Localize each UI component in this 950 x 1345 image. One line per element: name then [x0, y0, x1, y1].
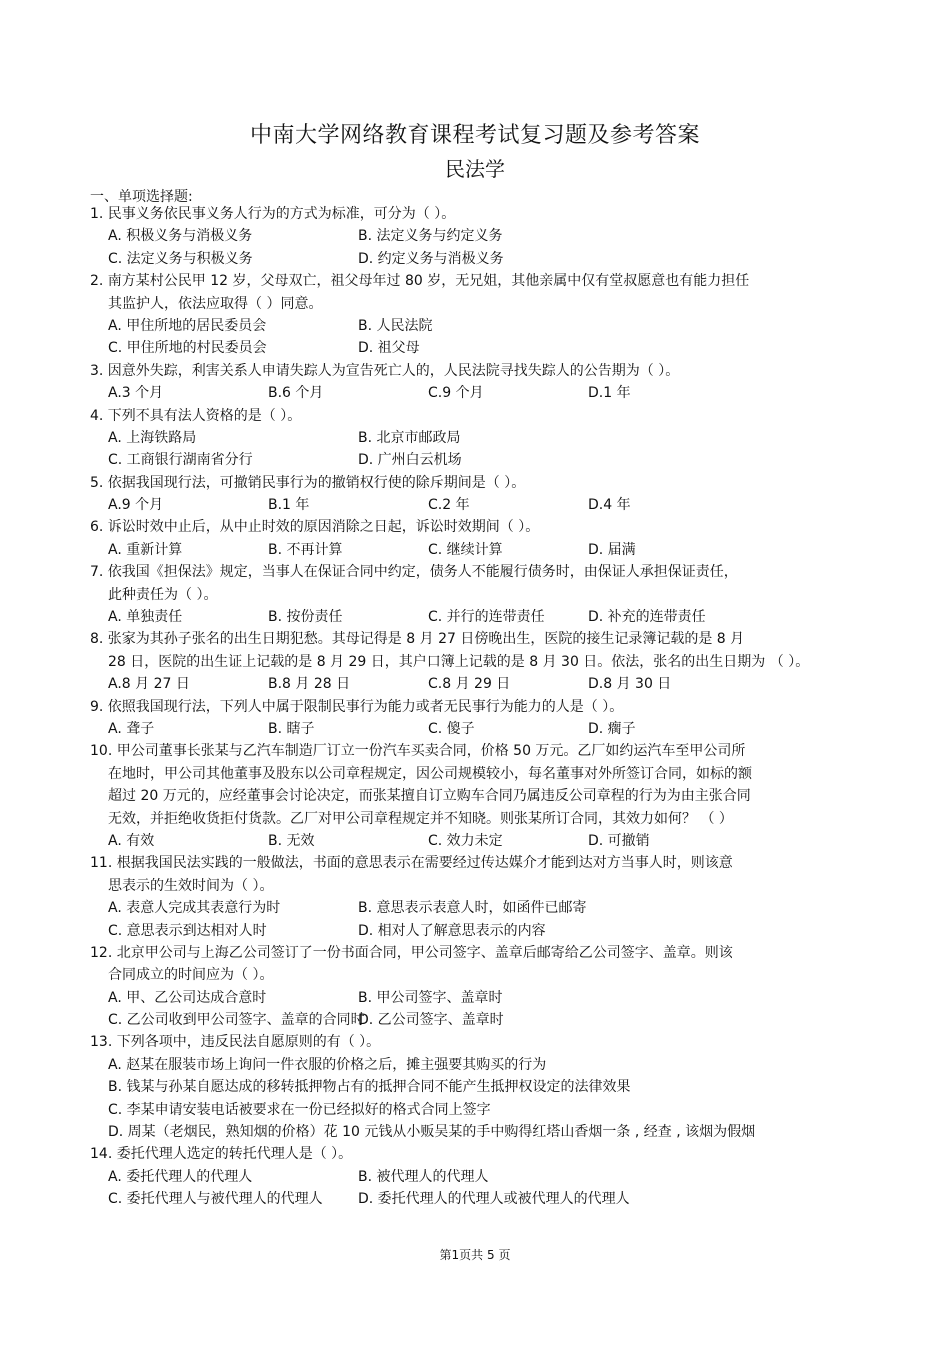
option-row: [90, 449, 870, 471]
question-stem-line: 其监护人，依法应取得（ ）同意。: [108, 295, 323, 312]
question-stem-line: 合同成立的时间应为（ ）。: [108, 967, 274, 984]
question-item: [90, 561, 870, 628]
question-item: [90, 472, 870, 517]
answer-option: C.8 月 29 日: [428, 676, 511, 693]
answer-option: A. 甲住所地的居民委员会: [108, 317, 267, 334]
section-heading: 一、单项选择题:: [90, 189, 193, 205]
option-row: [90, 315, 870, 337]
answer-option: B. 不再计算: [268, 541, 343, 558]
question-item: [90, 1031, 870, 1143]
question-stem-line: 7. 依我国《担保法》规定，当事人在保证合同中约定，债务人不能履行债务时，由保证人承担保证责任，: [90, 564, 738, 581]
question-item: [90, 270, 870, 360]
answer-option: D. 瘸子: [588, 720, 636, 737]
answer-option: B.1 年: [268, 497, 310, 514]
answer-option: C. 效力未定: [428, 832, 503, 849]
answer-option: A.3 个月: [108, 385, 164, 402]
question-stem-line: 超过 20 万元的，应经董事会讨论决定，而张某擅自订立购车合同乃属违反公司章程的行为为由主张合同: [108, 788, 751, 805]
question-stem-line: 9. 依照我国现行法，下列人中属于限制民事行为能力或者无民事行为能力的人是（ ）。: [90, 698, 624, 715]
answer-option: C. 傻子: [428, 720, 475, 737]
answer-option: B.8 月 28 日: [268, 676, 351, 693]
answer-option: C. 并行的连带责任: [428, 609, 545, 626]
answer-option: D. 广州白云机场: [358, 452, 462, 469]
answer-option: B. 法定义务与约定义务: [358, 228, 503, 245]
option-row: [90, 539, 870, 561]
question-stem-line: 思表示的生效时间为（ ）。: [108, 877, 274, 894]
answer-option: B. 钱某与孙某自愿达成的移转抵押物占有的抵押合同不能产生抵押权设定的法律效果: [108, 1079, 631, 1096]
answer-option: A.9 个月: [108, 497, 164, 514]
question-item: [90, 696, 870, 741]
answer-option: B. 北京市邮政局: [358, 429, 461, 446]
question-stem-line: 8. 张家为其孙子张名的出生日期犯愁。其母记得是 8 月 27 日傍晚出生，医院的接生记录簿记载的是 8 月: [90, 631, 745, 648]
answer-option: C. 委托代理人与被代理人的代理人: [108, 1191, 323, 1208]
answer-option: D. 约定义务与消极义务: [358, 250, 504, 267]
question-stem-line: 在地时，甲公司其他董事及股东以公司章程规定，因公司规模较小，每名董事对外所签订合同，如标的额: [108, 765, 752, 782]
answer-option: A.8 月 27 日: [108, 676, 190, 693]
answer-option: A. 重新计算: [108, 541, 183, 558]
answer-option: A. 单独责任: [108, 609, 183, 626]
answer-option: B. 甲公司签字、盖章时: [358, 989, 503, 1006]
page-footer: 第1页共 5 页: [439, 1248, 511, 1262]
question-stem-line: 11. 根据我国民法实践的一般做法，书面的意思表示在需要经过传达媒介才能到达对方当事人时，则该意: [90, 855, 733, 872]
option-row: [90, 987, 870, 1009]
answer-option: D.1 年: [588, 385, 631, 402]
option-row: [90, 382, 870, 404]
question-item: [90, 360, 870, 405]
question-stem-line: 6. 诉讼时效中止后，从中止时效的原因消除之日起，诉讼时效期间（ ）。: [90, 519, 540, 536]
answer-option: A. 有效: [108, 832, 155, 849]
question-stem-line: 此种责任为（ ）。: [108, 586, 218, 603]
questions-list: [90, 203, 870, 1211]
question-stem-line: 14. 委托代理人选定的转托代理人是（ ）。: [90, 1146, 353, 1163]
option-row: [90, 830, 870, 852]
question-stem-line: 2. 南方某村公民甲 12 岁，父母双亡，祖父母年过 80 岁，无兄姐，其他亲属中仅有堂叔愿意也有能力担任: [90, 273, 750, 290]
answer-option: C. 乙公司收到甲公司签字、盖章的合同时: [108, 1012, 365, 1029]
question-stem-line: 13. 下列各项中，违反民法自愿原则的有（ ）。: [90, 1034, 381, 1051]
answer-option: A. 积极义务与消极义务: [108, 228, 253, 245]
answer-option: A. 上海铁路局: [108, 429, 197, 446]
answer-option: C. 意思表示到达相对人时: [108, 922, 267, 939]
option-row: [90, 1166, 870, 1188]
answer-option: D. 补充的连带责任: [588, 609, 706, 626]
option-row: [90, 718, 870, 740]
answer-option: C.2 年: [428, 497, 470, 514]
answer-option: A. 赵某在服装市场上询问一件衣服的价格之后，摊主强要其购买的行为: [108, 1056, 547, 1073]
question-stem-line: 无效，并拒绝收货拒付货款。乙厂对甲公司章程规定并不知晓。则张某所订合同，其效力如何？ （ ）: [108, 810, 733, 827]
answer-option: B. 瞎子: [268, 720, 315, 737]
question-stem-line: 10. 甲公司董事长张某与乙汽车制造厂订立一份汽车买卖合同，价格 50 万元。乙厂如约运汽车至甲公司所: [90, 743, 746, 760]
answer-option: D. 祖父母: [358, 340, 420, 357]
question-item: [90, 628, 870, 695]
question-item: [90, 203, 870, 270]
answer-option: D. 相对人了解意思表示的内容: [358, 922, 546, 939]
document-title: 中南大学网络教育课程考试复习题及参考答案: [249, 123, 700, 148]
option-row: [90, 1009, 870, 1031]
option-row: [90, 606, 870, 628]
question-item: [90, 740, 870, 852]
answer-option: C. 工商银行湖南省分行: [108, 452, 253, 469]
answer-option: C. 李某申请安装电话被要求在一份已经拟好的格式合同上签字: [108, 1101, 491, 1118]
answer-option: C.9 个月: [428, 385, 484, 402]
question-stem-line: 1. 民事义务依民事义务人行为的方式为标准，可分为（ ）。: [90, 206, 456, 222]
question-item: [90, 942, 870, 1032]
option-row: [90, 225, 870, 247]
option-row: [90, 427, 870, 449]
answer-option: C. 继续计算: [428, 541, 503, 558]
option-row: [90, 494, 870, 516]
question-stem-line: 12. 北京甲公司与上海乙公司签订了一份书面合同，甲公司签字、盖章后邮寄给乙公司签字、盖章。则该: [90, 944, 733, 961]
answer-option: B. 无效: [268, 832, 315, 849]
answer-option: C. 甲住所地的村民委员会: [108, 340, 267, 357]
question-stem-line: 4. 下列不具有法人资格的是（ ）。: [90, 407, 302, 424]
question-stem-line: 3. 因意外失踪，利害关系人申请失踪人为宣告死亡人的，人民法院寻找失踪人的公告期为（ ）。: [90, 362, 680, 379]
document-subtitle: 民法学: [445, 157, 505, 181]
question-stem-line: 5. 依据我国现行法，可撤销民事行为的撤销权行使的除斥期间是（ ）。: [90, 474, 526, 491]
question-item: [90, 852, 870, 942]
answer-option: A. 表意人完成其表意行为时: [108, 900, 281, 917]
answer-option: D.4 年: [588, 497, 631, 514]
answer-option: D. 届满: [588, 541, 636, 558]
answer-option: B. 按份责任: [268, 609, 343, 626]
answer-option: A. 委托代理人的代理人: [108, 1168, 253, 1185]
question-item: [90, 1143, 870, 1210]
answer-option: B. 被代理人的代理人: [358, 1168, 489, 1185]
option-row: [90, 337, 870, 359]
answer-option: B.6 个月: [268, 385, 324, 402]
answer-option: D. 委托代理人的代理人或被代理人的代理人: [358, 1191, 630, 1208]
answer-option: A. 聋子: [108, 720, 155, 737]
answer-option: B. 人民法院: [358, 317, 433, 334]
question-item: [90, 516, 870, 561]
question-stem-line: 28 日，医院的出生证上记载的是 8 月 29 日，其户口簿上记载的是 8 月 30 日。依法，张名的出生日期为 （ ）。: [108, 653, 810, 670]
answer-option: D. 可撤销: [588, 832, 650, 849]
option-row: [90, 248, 870, 270]
question-item: [90, 405, 870, 472]
answer-option: B. 意思表示表意人时，如函件已邮寄: [358, 900, 587, 917]
answer-option: D. 乙公司签字、盖章时: [358, 1012, 504, 1029]
option-row: [90, 920, 870, 942]
answer-option: C. 法定义务与积极义务: [108, 250, 253, 267]
answer-option: A. 甲、乙公司达成合意时: [108, 989, 267, 1006]
answer-option: D.8 月 30 日: [588, 676, 672, 693]
answer-option: D. 周某（老烟民，熟知烟的价格）花 10 元钱从小贩吴某的手中购得红塔山香烟一条 , 经查 , 该烟为假烟: [108, 1124, 756, 1141]
option-row: [90, 673, 870, 695]
option-row: [90, 1188, 870, 1210]
option-row: [90, 897, 870, 919]
